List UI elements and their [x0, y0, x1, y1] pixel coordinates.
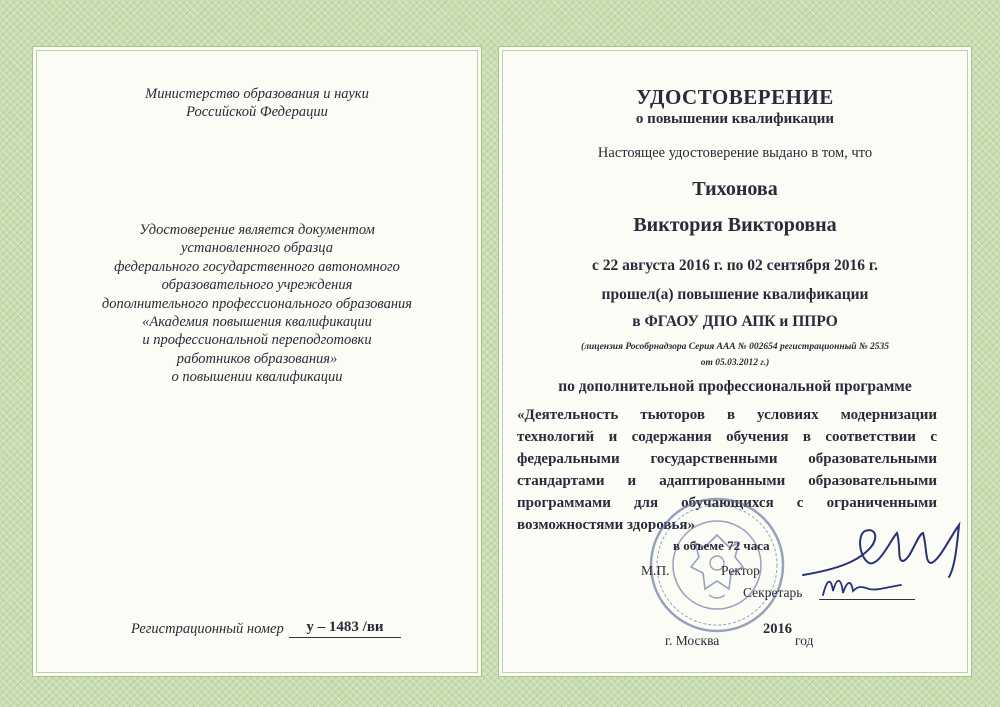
issue-city: г. Москва — [665, 633, 720, 648]
recipient-given-names: Виктория Викторовна — [633, 214, 837, 236]
document-description — [33, 221, 481, 387]
rector-label: Ректор — [721, 563, 760, 578]
organization-name: в ФГАОУ ДПО АПК и ППРО — [632, 313, 838, 330]
right-page — [498, 46, 972, 677]
description-line: федерального государственного автономного — [114, 258, 400, 275]
registration-label: Регистрационный номер — [131, 621, 284, 637]
ministry-line: Российской Федерации — [186, 104, 328, 120]
license-line: от 05.03.2012 г.) — [700, 358, 770, 368]
left-page — [32, 46, 482, 677]
issue-year: 2016 — [763, 621, 792, 637]
program-title: «Деятельность тьюторов в условиях модернизации технологий и содержания обучения в соответствии с федеральными государственными образовательными стандартами и адаптированными образовательными программами для обучающихся с ограниченными возможностями здоровья» — [517, 407, 937, 533]
recipient-surname: Тихонова — [692, 178, 778, 200]
training-period: с 22 августа 2016 г. по 02 сентября 2016 г. — [591, 257, 879, 274]
description-line: работников образования» — [176, 350, 338, 367]
seal-label: М.П. — [641, 563, 670, 578]
license-line: (лицензия Рособрнадзора Серия ААА № 002654 регистрационный № 2535 — [580, 342, 890, 352]
description-line: дополнительного профессионального образования — [101, 295, 413, 312]
secretary-label: Секретарь — [743, 585, 803, 600]
description-line: о повышении квалификации — [171, 369, 343, 386]
description-line: образовательного учреждения — [161, 277, 353, 294]
completion-statement: прошел(а) повышение квалификации — [601, 286, 869, 303]
issued-statement: Настоящее удостоверение выдано в том, что — [597, 145, 873, 161]
description-line: «Академия повышения квалификации — [142, 314, 372, 331]
ministry-heading — [33, 85, 481, 121]
document-subtitle: о повышении квалификации — [635, 111, 835, 127]
hours-volume: в объеме 72 часа — [673, 538, 770, 553]
ministry-line: Министерство образования и науки — [145, 86, 369, 102]
description-line: установленного образца — [181, 240, 333, 257]
registration-number: у – 1483 /ви — [289, 619, 401, 638]
description-line: Удостоверение является документом — [139, 222, 375, 238]
description-line: и профессиональной переподготовки — [142, 332, 372, 349]
document-title: УДОСТОВЕРЕНИЕ — [636, 85, 834, 109]
secretary-signature-icon — [817, 569, 907, 603]
program-intro: по дополнительной профессиональной программе — [558, 378, 912, 395]
year-word: год — [795, 633, 814, 648]
